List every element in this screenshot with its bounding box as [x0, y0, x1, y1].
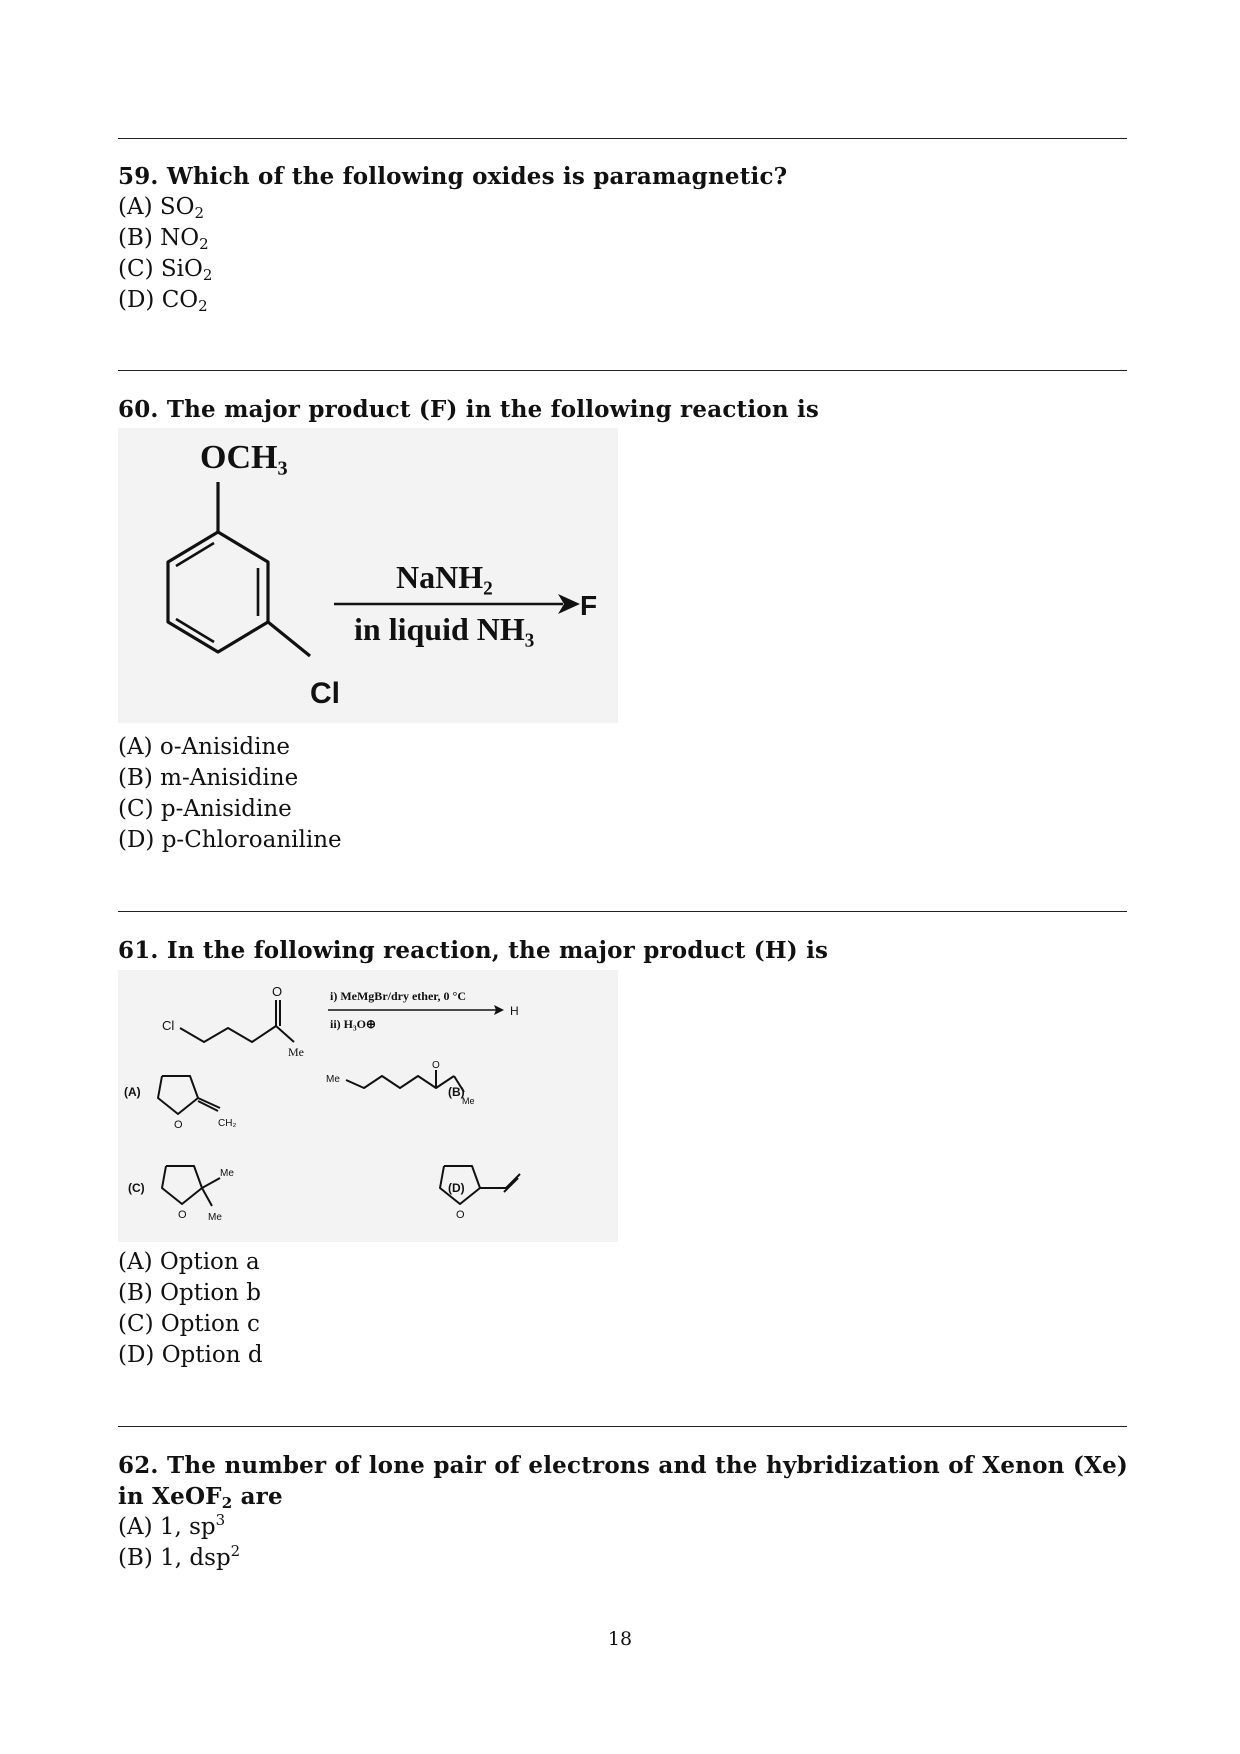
reagent-bottom: in liquid NH₃	[354, 611, 535, 647]
option-a[interactable]: (A) o-Anisidine	[118, 734, 290, 760]
divider	[118, 370, 1127, 371]
benzene-ring	[168, 532, 268, 652]
reaction-scheme	[118, 970, 618, 1242]
option-b[interactable]: (B) m-Anisidine	[118, 765, 299, 791]
b-me2: Me	[462, 1096, 475, 1106]
label-d: (D)	[448, 1181, 465, 1195]
reaction-figure-60	[118, 428, 618, 723]
option-b[interactable]: (B) Option b	[118, 1280, 262, 1306]
label-b: (B)	[448, 1085, 465, 1099]
option-c[interactable]: (C) Option c	[118, 1311, 260, 1337]
divider	[118, 1426, 1127, 1427]
reactant-cl: Cl	[162, 1018, 175, 1033]
reaction-scheme	[118, 428, 618, 723]
question-62	[118, 1450, 1128, 1574]
a-ring-o: O	[174, 1119, 183, 1131]
product-h: H	[510, 1004, 519, 1018]
ring-c	[162, 1166, 202, 1204]
reagent-2: ii) H₃O⊕	[330, 1017, 376, 1031]
a-ch2: CH₂	[218, 1118, 237, 1129]
option-a[interactable]: (A) Option a	[118, 1249, 260, 1275]
question-60	[118, 394, 1128, 425]
question-title: 61. In the following reaction, the major product (H) is	[118, 937, 829, 964]
b-o: O	[432, 1060, 440, 1071]
question-title: 60. The major product (F) in the following reaction is	[118, 396, 820, 423]
reactant-me: Me	[288, 1045, 304, 1059]
page-number: 18	[607, 1628, 633, 1650]
label-c: (C)	[128, 1181, 145, 1195]
product-label: F	[580, 590, 598, 621]
option-a[interactable]: (A) 1, $sp^3$	[118, 1511, 226, 1540]
substituent-cl: Cl	[310, 677, 340, 710]
option-d[interactable]: (D) p-Chloroaniline	[118, 827, 342, 853]
c-me1: Me	[220, 1168, 234, 1179]
divider	[118, 138, 1127, 139]
label-a: (A)	[124, 1085, 141, 1099]
question-61	[118, 935, 1128, 966]
option-b[interactable]: (B) $NO_2$	[118, 225, 209, 253]
reactant-o: O	[272, 984, 283, 999]
question-61-options	[118, 1247, 1128, 1371]
question-title: 62. The number of lone pair of electrons and the hybridization of Xenon (Xe) in XeOF$_2$ are	[118, 1452, 1128, 1512]
substituent-och3: OCH₃	[200, 439, 288, 476]
question-60-options	[118, 732, 1128, 856]
option-d[interactable]: (D) $CO_2$	[118, 287, 208, 315]
d-ring-o: O	[456, 1209, 465, 1221]
option-a[interactable]: (A) $SO_2$	[118, 194, 205, 222]
b-me: Me	[326, 1074, 340, 1085]
option-c[interactable]: (C) SiO$_2$	[118, 256, 213, 284]
divider	[118, 911, 1127, 912]
option-b[interactable]: (B) 1, dsp$^2$	[118, 1542, 241, 1571]
option-c[interactable]: (C) p-Anisidine	[118, 796, 292, 822]
c-ring-o: O	[178, 1209, 187, 1221]
reagent-1: i) MeMgBr/dry ether, 0 °C	[330, 989, 466, 1003]
reagent-top: NaNH₂	[396, 559, 493, 595]
question-59	[118, 161, 1128, 316]
option-d[interactable]: (D) Option d	[118, 1342, 263, 1368]
question-title: 59. Which of the following oxides is paramagnetic?	[118, 163, 788, 190]
ring-a	[158, 1076, 198, 1114]
reaction-figure-61	[118, 970, 618, 1242]
c-me2: Me	[208, 1212, 222, 1223]
